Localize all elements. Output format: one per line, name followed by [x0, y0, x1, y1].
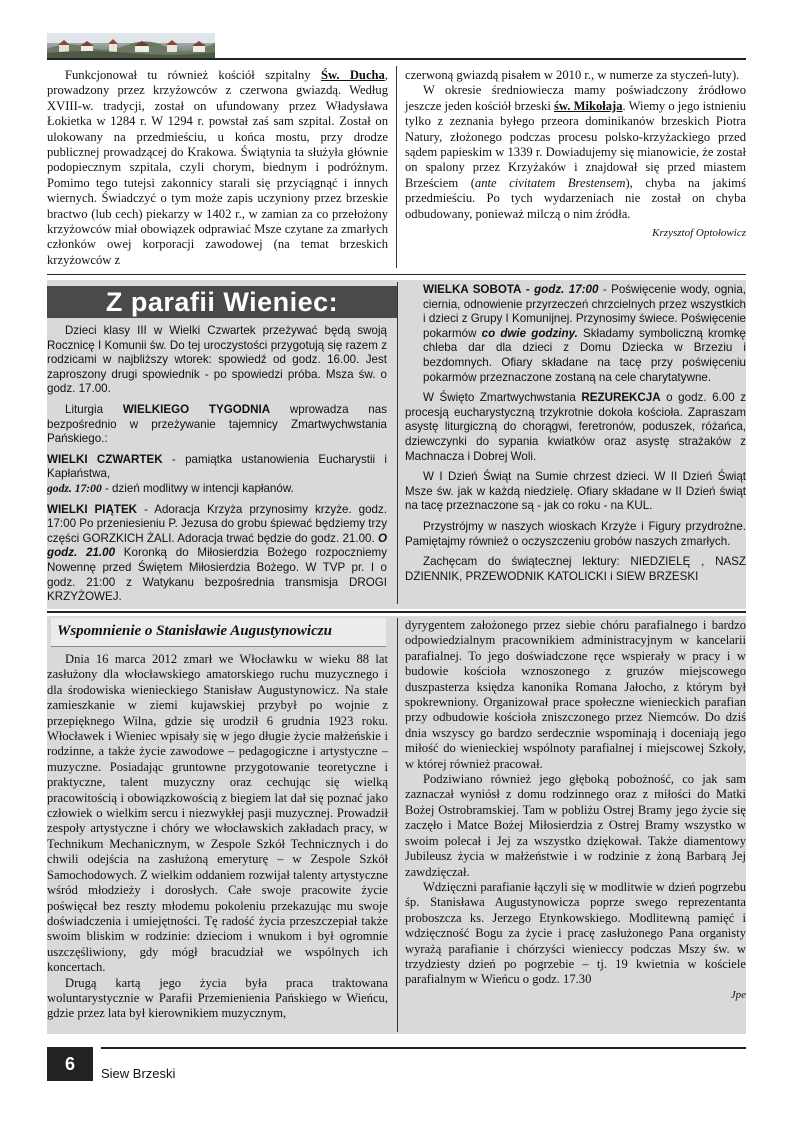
- paragraph-text: W Święto Zmartwychwstania: [423, 391, 582, 405]
- paragraph-text: Funkcjonował tu również kościół szpitalny: [65, 68, 321, 82]
- paragraph-text: Dzieci klasy III w Wielki Czwartek przeżywać będą swoją Rocznicę I Komunii św. Do tej uroczystości przygotują się razem z rodzicami w najbliższy wtorek: spowiedź od godz. 16.00. Jest zaproszony drugi spowiednik - po spowiedzi próba. Msza św. o godz. 17.00.: [47, 324, 387, 396]
- paragraph-text: - pamiątka ustanowienia Eucharystii i Kapłaństwa,: [47, 452, 387, 481]
- paragraph-text: . Wiemy o jego istnieniu tylko z zeznania byłego przeora dominikanów brzeskich Piotra Natury, złożonego podczas procesu polsko-krzyżackiego przed sądem papieskim w 1339 r. Dowiadujemy się mianowicie, że został on spalony przez Krzyżaków i znajdował się przed miastem Brześciem (: [405, 98, 746, 190]
- village-panorama-icon: [47, 33, 215, 59]
- author-signature: Krzysztof Optołowicz: [652, 227, 746, 240]
- service-time: godz. 17:00: [47, 481, 102, 495]
- column-divider: [397, 282, 398, 604]
- paragraph-text: - Adoracja Krzyża przynosimy krzyże. godz. 17:00 Po przeniesieniu P. Jezusa do grobu śpiewać będziemy trzy części GORZKICH ŻALI. Adoracja trwać będzie do godz. 21.00.: [47, 502, 387, 545]
- church-name-highlight: św. Mikołaja: [553, 98, 623, 113]
- paragraph-text: - Poświęcenie wody, ognia, ciernia, odnowienie przyrzeczeń chrzcielnych przez wszystkich i dzieci z Grupy I Komunijnej. Przynosimy świece. Poświęcenie pokarmów: [423, 283, 746, 340]
- paragraph-text: wprowadza nas bezpośrednio w przeżywanie tajemnicy Zmartwychwstania Pańskiego.:: [47, 402, 388, 446]
- holy-week-heading: WIELKIEGO TYGODNIA: [122, 402, 271, 416]
- parish-left-column: [47, 324, 387, 611]
- service-time: - godz. 17:00: [521, 283, 599, 296]
- paragraph-text: Wdzięczni parafianie łączyli się w modlitwie w dzień pogrzebu śp. Stanisława Augustynowicza poprze swego reprezentanta proboszcza ks. Jerzego Etynkowskiego. Modlitewną pamięć i wdzięczność Bogu za życie i pracę zasłużonego Pana organisty wyrażą parafianie i chórzyści wienieccy podczas Mszy św. w trzydziesty dzień po pogrzebie – tj. 19 kwietnia w kościele parafialnym w Wieńcu o godz. 17.30: [405, 879, 746, 987]
- parish-section-banner: Z parafii Wieniec:: [47, 286, 397, 318]
- publication-title: Siew Brzeski: [101, 1066, 176, 1081]
- latin-phrase: ante civitatem Brestensem: [474, 175, 626, 190]
- emphasis-text: co dwie godziny.: [481, 326, 578, 340]
- paragraph-text: czerwoną gwiazdą pisałem w 2010 r., w numerze za styczeń-luty).: [405, 68, 740, 82]
- paragraph-text: Podziwiano również jego głęboką pobożność, co jak sam zaznaczał wyniósł z domu rodzinnego oraz z miłości do Matki Bożej Ostrobramskiej. Tam w pobliżu Ostrej Bramy jego życie się zaczęło i Matce Bożej Miłosierdzia z Ostrej Bramy wszystko w swoim polecał i Jej za wszystko dziękował. Także diamentowy Jubileusz życia w małżeństwie i w rodzinie z żoną Barbarą Jej zawdzięczał.: [405, 772, 746, 879]
- paragraph-text: W okresie średniowiecza mamy poświadczony źródłowo jeszcze jeden kościół brzeski: [405, 83, 746, 113]
- church-history-left-column: [47, 68, 388, 268]
- section-rule: [47, 274, 746, 275]
- page-number: 6: [47, 1047, 93, 1081]
- header-village-photo: [47, 33, 215, 59]
- paragraph-text: - dzień modlitwy w intencji kapłanów.: [101, 481, 294, 495]
- memorial-right-column: [405, 618, 746, 1003]
- holy-thursday-heading: WIELKI CZWARTEK: [47, 452, 163, 466]
- paragraph-text: Dnia 16 marca 2012 zmarł we Włocławku w wieku 88 lat zasłużony dla włocławskiego amatorskiego ruchu muzycznego i dla środowiska wienieckiego Stanisław Augustynowicz. Na stałe zamieszkanie w ziemi kujawskiej przybył po wojnie z przepięknego Wilna, gdzie się urodził 6 grudnia 1923 roku. Włocławek i Wieniec wpisały się w jego długie życie małżeńskie i rodzinne, a także życie zawodowe – pedagogiczne i artystyczne – muzyczne. Posiadając gruntowne przygotowanie teoretyczne i praktyczne, talent muzyczny oraz cechując się wielką pracowitością i obowiązkowością z biegiem lat dał się poznać jako człowiek o wielkim sercu i niezwykłej pasji muzycznej. Prowadził zespoły artystyczne i chóry we włocławskich zakładach pracy, w Technikum Mechanicznym, w Zespole Szkół Technicznych i do chwili odejścia na zasłużoną emeryturę – w Zespole Szkół Samochodowych. Z wielkim oddaniem rozwijał talenty artystyczne wśród młodzieży i dorosłych. Całe swoje pracowite życie poświęcał bez reszty młodemu pokoleniu przekazując mu swoje doświadczenia i umiejętności. Tę radość życia przeszczepiał także swoim bliskim w rodzinie: dzieciom i wnukom i był ogromnie uszczęśliwiony, gdy mógł bracudział we wspólnych ich koncertach.: [47, 652, 388, 975]
- paragraph-text: Drugą kartą jego życia była praca traktowana woluntarystycznie w Parafii Przemienienia Pańskiego w Wieńcu, gdzie przez lata był kierownikiem muzycznym,: [47, 975, 388, 1021]
- header-rule: [47, 58, 746, 60]
- paragraph-text: o godz. 6.00 z procesją eucharystyczną trzykrotnie dokoła kościoła. Zapraszam asystę liturgiczną do chorągwi, feretronów, poduszek, różańca, dziewczynki do sypania kwiatków oraz asystę strażaków z Machnacza i Dobrej Woli.: [405, 391, 746, 463]
- paragraph-text: W I Dzień Świąt na Sumie chrzest dzieci. W II Dzień Świąt Msze św. jak w każdą niedzielę. Ofiary składane w II Dzień świąt na tacę przeznaczone są - jak co roku - na KUL.: [405, 470, 746, 513]
- author-signature: Jpe: [730, 988, 746, 1001]
- memorial-left-column: [47, 652, 388, 1022]
- service-time: O godz. 21.00: [47, 531, 387, 560]
- holy-saturday-heading: WIELKA SOBOTA: [423, 283, 522, 296]
- paragraph-text: Liturgia: [65, 402, 123, 416]
- footer-rule: [101, 1047, 746, 1049]
- paragraph-text: Koronką do Miłosierdzia Bożego rozpoczniemy Nowennę przed Świętem Miłosierdzia Bożego. W TVP pr. I o godz. 21:00 z Watykanu bezpośrednia transmisja DROGI KRZYŻOWEJ.: [47, 546, 388, 604]
- memorial-title-box: [51, 618, 386, 647]
- paragraph-text: ), chyba na jakimś przedmieściu. Po tych wydarzeniach nie został on chyba odbudowany, ponieważ milczą o nim źródła.: [405, 175, 746, 221]
- parish-right-column: [405, 283, 746, 590]
- paragraph-text: , prowadzony przez krzyżowców z czerwona gwiazdą. Według XVIII-w. tradycji, został on ufundowany przez Władysława Łokietka w 1284 r. W 1294 r. powstał zaś sam szpital. Został on ulokowany na przedmieściu, u końca mostu, przy drodze publicznej prowadzącej do Krakowa. Świątynia ta służyła głównie podopiecznym szpitala, czyli chorym, biednym i podróżnym. Pomimo tego tutejsi zakonnicy starali się przyciągnąć i innych wiernych. Świadczyć o tym może zapis uczyniony przez brzeskie bractwo (lub cech) piekarzy w 1402 r., w zamian za co przełożony krzyżowców miał obowiązek odprawiać Msze czytane za zmarłych członków owej korporacji zawodowej (na temat brzeskich krzyżowców z: [47, 68, 388, 267]
- column-divider: [397, 618, 398, 1032]
- church-history-right-column: [405, 68, 746, 241]
- paragraph-text: dyrygentem założonego przez siebie chóru parafialnego i bardzo odpowiedzialnym pracownikiem administracyjnym w kancelarii parafialnej. To jego doświadczone ręce wspierały w pracy i w budowie kościoła wznoszonego z gruzów miejscowego duszpasterza księdza kanonika Romana Jałocho, z którym był spokrewniony. Organizował prace społeczne wienieckich parafian przy odbudowie kościoła zniszczonego przez Niemców. Do dziś dnia wszyscy go bardzo serdecznie wspominają i doceniają jego miłość do wienieckiej wspólnoty parafialnej i miejscowej Szkoły, w której również pracował.: [405, 618, 746, 771]
- paragraph-text: Przystrójmy w naszych wioskach Krzyże i Figury przydrożne. Pamiętajmy również o oczyszczeniu grobów naszych zmarłych.: [405, 519, 746, 548]
- memorial-title: Wspomnienie o Stanisławie Augustynowiczu: [57, 623, 332, 639]
- resurrection-heading: REZUREKCJA: [581, 391, 661, 405]
- paragraph-text: Zachęcam do świątecznej lektury: NIEDZIELĘ , NASZ DZIENNIK, PRZEWODNIK KATOLICKI i SIEW BRZESKI: [405, 555, 746, 583]
- column-divider: [396, 66, 397, 268]
- good-friday-heading: WIELKI PIĄTEK: [47, 502, 138, 516]
- paragraph-text: Składamy symboliczną kromkę chleba dar dla dzieci z Domu Dziecka w Brzeziu i bezdomnych. Ofiary składane na tacę przy poświęceniu pokarmów przeznaczone zostaną na cele charytatywne.: [423, 326, 747, 384]
- church-name-highlight: Św. Ducha: [320, 68, 385, 82]
- section-rule: [47, 611, 746, 613]
